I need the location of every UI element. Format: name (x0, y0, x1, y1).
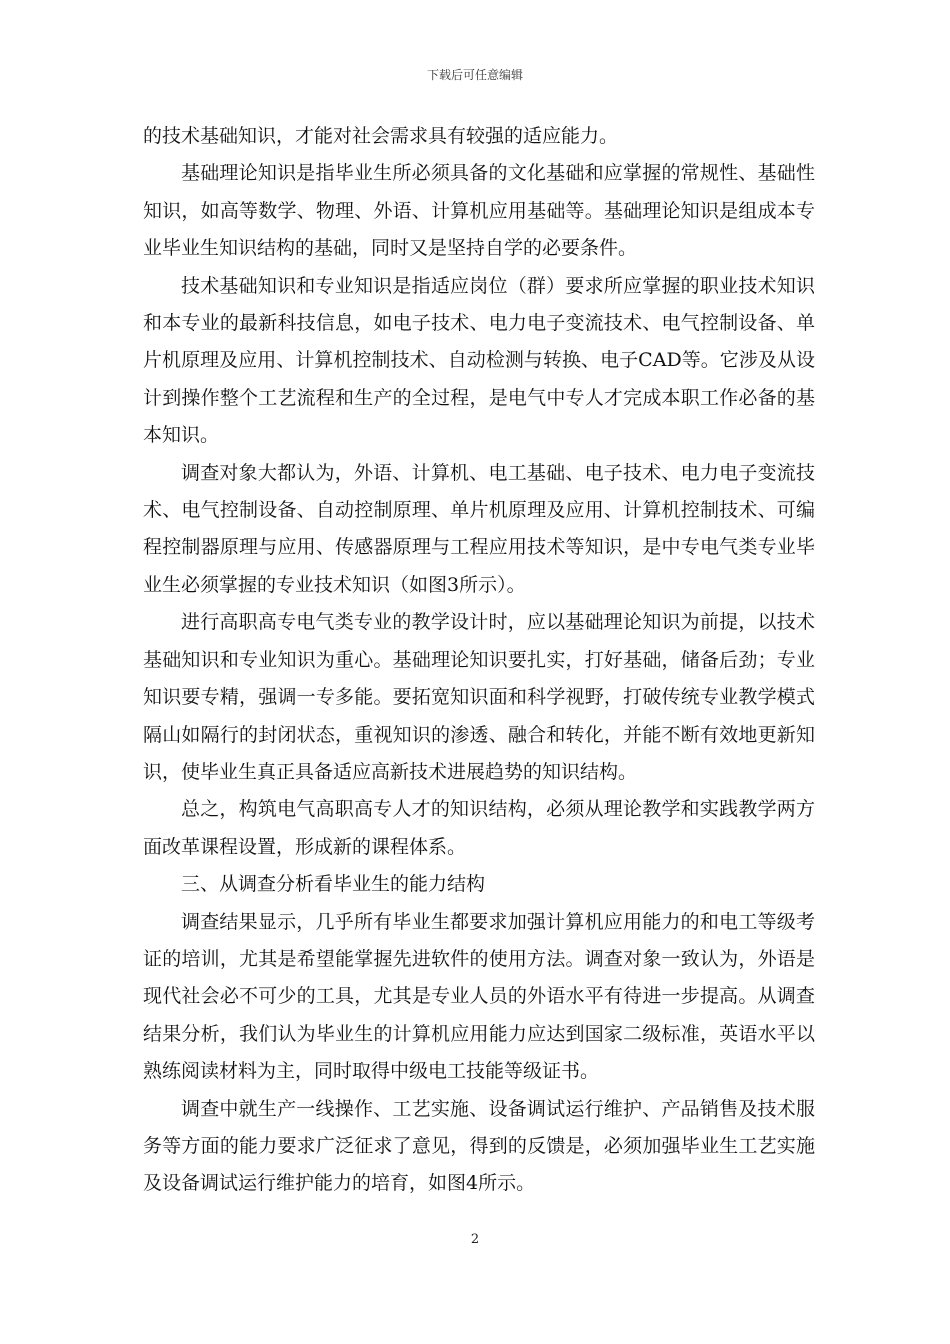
section-heading: 三、从调查分析看毕业生的能力结构 (181, 873, 486, 896)
paragraph: 的技术基础知识，才能对社会需求具有较强的适应能力。 (143, 125, 619, 147)
paragraph: 调查对象大都认为，外语、计算机、电工基础、电子技术、电力电子变流技术、电气控制设备、自动控制原理、单片机原理及应用、计算机控制技术、可编程控制器原理与应用、传感器原理与工程应用技术等知识，是中专电气类专业毕业生必须掌握的专业技术知识（如图3所示）。 (143, 461, 815, 596)
paragraph: 调查结果显示，几乎所有毕业生都要求加强计算机应用能力的和电工等级考证的培训，尤其是希望能掌握先进软件的使用方法。调查对象一致认为，外语是现代社会必不可少的工具，尤其是专业人员的外语水平有待进一步提高。从调查结果分析，我们认为毕业生的计算机应用能力应达到国家二级标准，英语水平以熟练阅读材料为主，同时取得中级电工技能等级证书。 (143, 910, 815, 1083)
paragraph: 技术基础知识和专业知识是指适应岗位（群）要求所应掌握的职业技术知识和本专业的最新科技信息，如电子技术、电力电子变流技术、电气控制设备、单片机原理及应用、计算机控制技术、自动检测与转换、电子CAD等。它涉及从设计到操作整个工艺流程和生产的全过程，是电气中专人才完成本职工作必备的基本知识。 (143, 274, 815, 447)
paragraph: 调查中就生产一线操作、工艺实施、设备调试运行维护、产品销售及技术服务等方面的能力要求广泛征求了意见，得到的反馈是，必须加强毕业生工艺实施及设备调试运行维护能力的培育，如图4所示。 (143, 1097, 815, 1195)
paragraph: 基础理论知识是指毕业生所必须具备的文化基础和应掌握的常规性、基础性知识，如高等数学、物理、外语、计算机应用基础等。基础理论知识是组成本专业毕业生知识结构的基础，同时又是坚持自学的必要条件。 (143, 162, 815, 260)
paragraph: 进行高职高专电气类专业的教学设计时，应以基础理论知识为前提，以技术基础知识和专业知识为重心。基础理论知识要扎实，打好基础，储备后劲；专业知识要专精，强调一专多能。要拓宽知识面和科学视野，打破传统专业教学模式隔山如隔行的封闭状态，重视知识的渗透、融合和转化，并能不断有效地更新知识，使毕业生真正具备适应高新技术进展趋势的知识结构。 (143, 611, 815, 783)
document-body (143, 118, 815, 1203)
page-header: 下载后可任意编辑 (426, 68, 523, 82)
paragraph: 总之，构筑电气高职高专人才的知识结构，必须从理论教学和实践教学两方面改革课程设置，形成新的课程体系。 (143, 798, 815, 858)
page-number: 2 (470, 1232, 480, 1247)
